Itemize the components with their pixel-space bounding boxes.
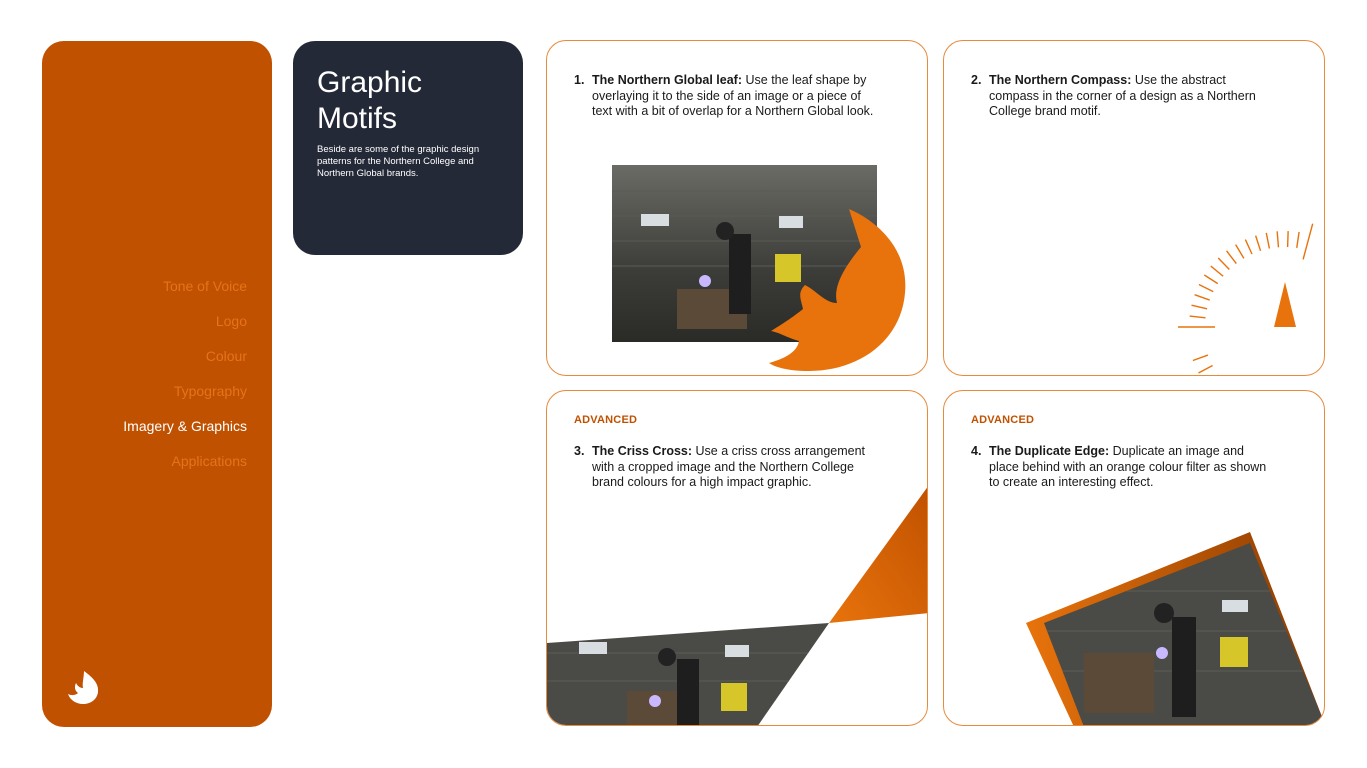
motif-card-leaf [546, 40, 928, 376]
compass-tick [1297, 232, 1299, 248]
compass-tick [1211, 266, 1223, 276]
compass-tick [1204, 275, 1217, 284]
motif-name: The Northern Global leaf: [592, 73, 743, 87]
compass-tick [1206, 375, 1219, 376]
sidebar-nav [123, 269, 247, 479]
motif-text: Duplicate an image and place behind with an orange colour filter as shown to create an interesting effect. [989, 444, 1267, 489]
page-description: Beside are some of the graphic design patterns for the Northern College and Northern Global brands. [317, 144, 480, 179]
compass-tick [1303, 224, 1313, 260]
advanced-tag: ADVANCED [574, 414, 638, 426]
compass-motif-icon [944, 41, 1325, 376]
compass-tick [1198, 365, 1212, 373]
motif-text: Use the leaf shape by overlaying it to the side of an image or a piece of text with a bit of overlap for a Northern Global look. [592, 73, 874, 118]
compass-tick [1245, 240, 1252, 255]
motif-description: 2. The Northern Compass: Use the abstract compass in the corner of a design as a Northern College brand motif. [971, 73, 1256, 118]
criss-cross-motif-illustration [547, 391, 928, 726]
motif-description: 4. The Duplicate Edge: Duplicate an image and place behind with an orange colour filter as shown to create an interesting effect. [971, 444, 1267, 489]
nav-item-colour[interactable]: Colour [205, 348, 247, 364]
page-title: Graphic Motifs [317, 66, 423, 135]
compass-tick [1190, 316, 1206, 318]
compass-tick [1195, 295, 1210, 300]
nav-item-imagery-graphics[interactable]: Imagery & Graphics [123, 418, 247, 434]
motif-card-compass [943, 40, 1325, 376]
motif-name: The Criss Cross: [592, 444, 693, 458]
nav-item-logo[interactable]: Logo [215, 313, 247, 329]
compass-tick [1277, 231, 1278, 247]
compass-tick [1227, 251, 1237, 264]
nav-item-tone-of-voice[interactable]: Tone of Voice [162, 278, 247, 294]
motif-text: Use the abstract compass in the corner of a design as a Northern College brand motif. [989, 73, 1256, 118]
motif-card-criss-cross [546, 390, 928, 726]
motif-description: 3. The Criss Cross: Use a criss cross arrangement with a cropped image and the Northern College brand colours for a high impact graphic. [574, 444, 866, 489]
compass-tick [1199, 285, 1213, 292]
compass-tick [1236, 245, 1244, 259]
nav-item-applications[interactable]: Applications [171, 453, 247, 469]
compass-tick [1266, 233, 1269, 249]
advanced-tag: ADVANCED [971, 414, 1035, 426]
sidebar [42, 41, 272, 727]
leaf-motif-illustration [547, 41, 928, 376]
title-card [293, 41, 523, 255]
duplicate-edge-motif-illustration [944, 391, 1325, 726]
motif-text: Use a criss cross arrangement with a cropped image and the Northern College brand colours for a high impact graphic. [592, 444, 866, 489]
compass-tick [1288, 231, 1289, 247]
compass-tick [1218, 258, 1229, 269]
nav-item-typography[interactable]: Typography [173, 383, 247, 399]
motif-description: 1. The Northern Global leaf: Use the leaf shape by overlaying it to the side of an image or a piece of text with a bit of overlap for a Northern Global look. [574, 73, 874, 118]
compass-tick [1256, 236, 1261, 251]
compass-tick [1192, 305, 1208, 309]
motif-name: The Northern Compass: [989, 73, 1132, 87]
leaf-logo-icon[interactable] [68, 669, 100, 705]
motif-card-duplicate-edge [943, 390, 1325, 726]
motif-name: The Duplicate Edge: [989, 444, 1110, 458]
compass-tick [1193, 355, 1208, 360]
